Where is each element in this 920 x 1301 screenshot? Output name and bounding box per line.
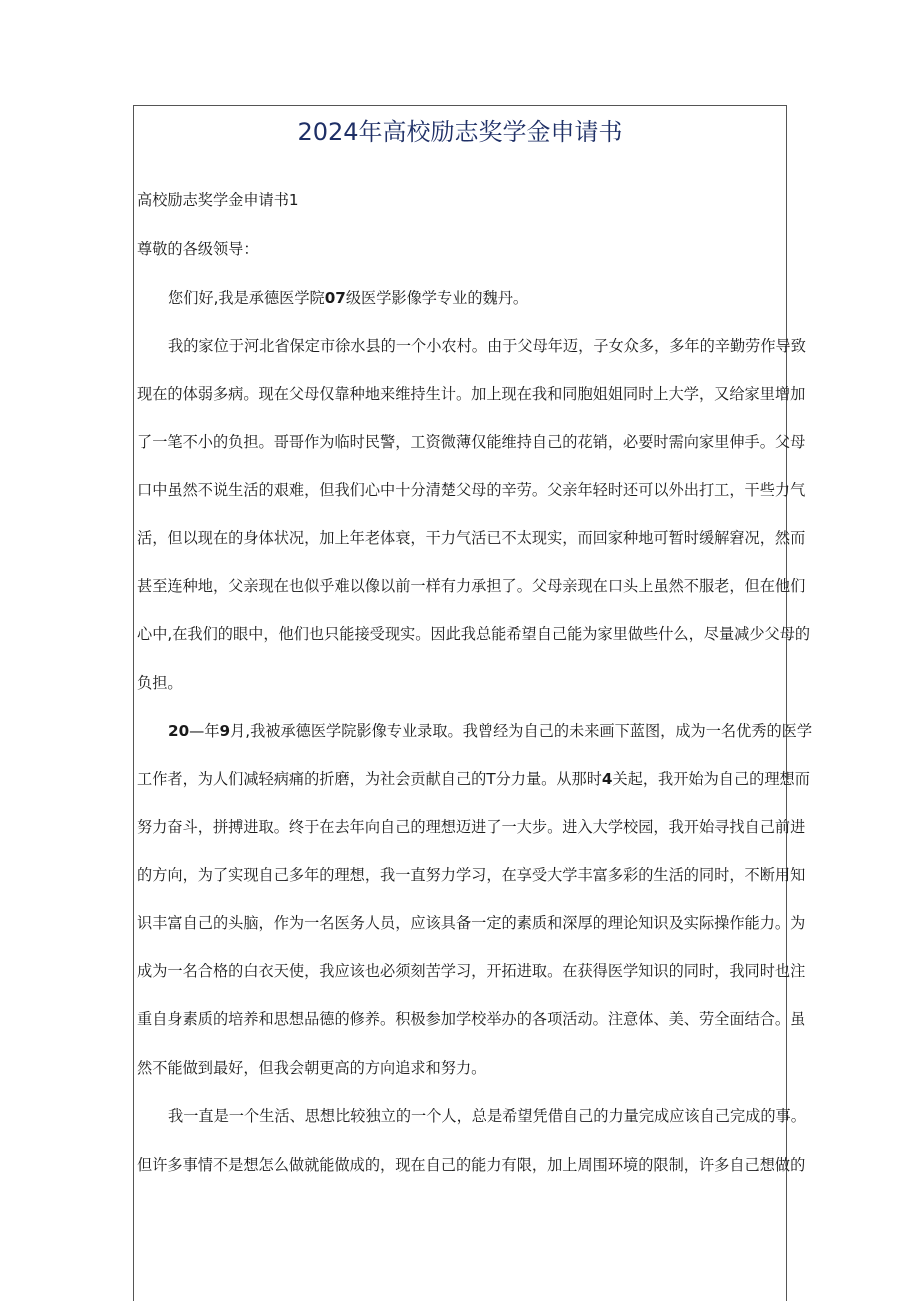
text-run-bold: 07 <box>324 289 346 307</box>
paragraph-3-line: 重自身素质的培养和思想品德的修养。积极参加学校举办的各项活动。注意体、美、劳全面结合。虽 <box>137 1010 806 1028</box>
paragraph-2-line: 了一笔不小的负担。哥哥作为临时民警，工资微薄仅能维持自己的花销，必要时需向家里伸手。父母 <box>137 433 806 451</box>
paragraph-2-line: 活，但以现在的身体状况，加上年老体衰，干力气活已不太现实，而回家种地可暂时缓解窘况，然而 <box>137 529 806 547</box>
text-run: 月,我被承德医学院影像专业录取。我曾经为自己的未来画下蓝图，成为一名优秀的医学 <box>230 722 813 740</box>
text-run-bold: 20 <box>168 722 190 740</box>
paragraph-1-line <box>168 288 785 308</box>
text-run-bold: 9 <box>219 722 231 740</box>
text-run: —年 <box>189 722 220 740</box>
paragraph-2-line: 现在的体弱多病。现在父母仅靠种地来维持生计。加上现在我和同胞姐姐同时上大学，又给家里增加 <box>137 385 806 403</box>
text-run-bold: 4 <box>601 770 613 788</box>
section-heading: 高校励志奖学金申请书1 <box>137 191 299 209</box>
paragraph-2-line: 心中,在我们的眼中，他们也只能接受现实。因此我总能希望自己能为家里做些什么，尽量减少父母的 <box>137 625 811 643</box>
paragraph-2-line: 我的家位于河北省保定市徐水县的一个小农村。由于父母年迈，子女众多，多年的辛勤劳作导致 <box>168 337 806 355</box>
paragraph-3-line: 成为一名合格的白衣天使，我应该也必须刻苦学习，开拓进取。在获得医学知识的同时，我同时也注 <box>137 962 806 980</box>
salutation: 尊敬的各级领导： <box>137 240 259 258</box>
paragraph-2-line: 甚至连种地，父亲现在也似乎难以像以前一样有力承担了。父母亲现在口头上虽然不服老，但在他们 <box>137 577 806 595</box>
paragraph-3-line: 的方向，为了实现自己多年的理想，我一直努力学习，在享受大学丰富多彩的生活的同时，不断用知 <box>137 866 806 884</box>
paragraph-3-line: 识丰富自己的头脑，作为一名医务人员，应该具备一定的素质和深厚的理论知识及实际操作能力。为 <box>137 914 806 932</box>
text-run: 关起，我开始为自己的理想而 <box>612 770 810 788</box>
paragraph-2-line: 负担。 <box>137 674 183 692</box>
paragraph-4-line: 我一直是一个生活、思想比较独立的一个人，总是希望凭借自己的力量完成应该自己完成的事。 <box>168 1107 806 1125</box>
text-run: 工作者，为人们减轻病痛的折磨，为社会贡献自己的T分力量。从那时 <box>137 770 602 788</box>
paragraph-4-line: 但许多事情不是想怎么做就能做成的，现在自己的能力有限，加上周围环境的限制，许多自己想做的 <box>137 1156 806 1174</box>
text-run: 级医学影像学专业的魏丹。 <box>345 289 529 307</box>
paragraph-3-line <box>168 721 813 741</box>
paragraph-3-line <box>137 769 810 789</box>
text-run: 您们好,我是承德医学院 <box>168 289 325 307</box>
paragraph-3-line: 然不能做到最好，但我会朝更高的方向追求和努力。 <box>137 1059 487 1077</box>
document-title: 2024年高校励志奖学金申请书 <box>297 118 623 146</box>
paragraph-3-line: 努力奋斗，拼搏进取。终于在去年向自己的理想迈进了一大步。进入大学校园，我开始寻找自己前进 <box>137 818 806 836</box>
paragraph-2-line: 口中虽然不说生活的艰难，但我们心中十分清楚父母的辛劳。父亲年轻时还可以外出打工，干些力气 <box>137 481 806 499</box>
